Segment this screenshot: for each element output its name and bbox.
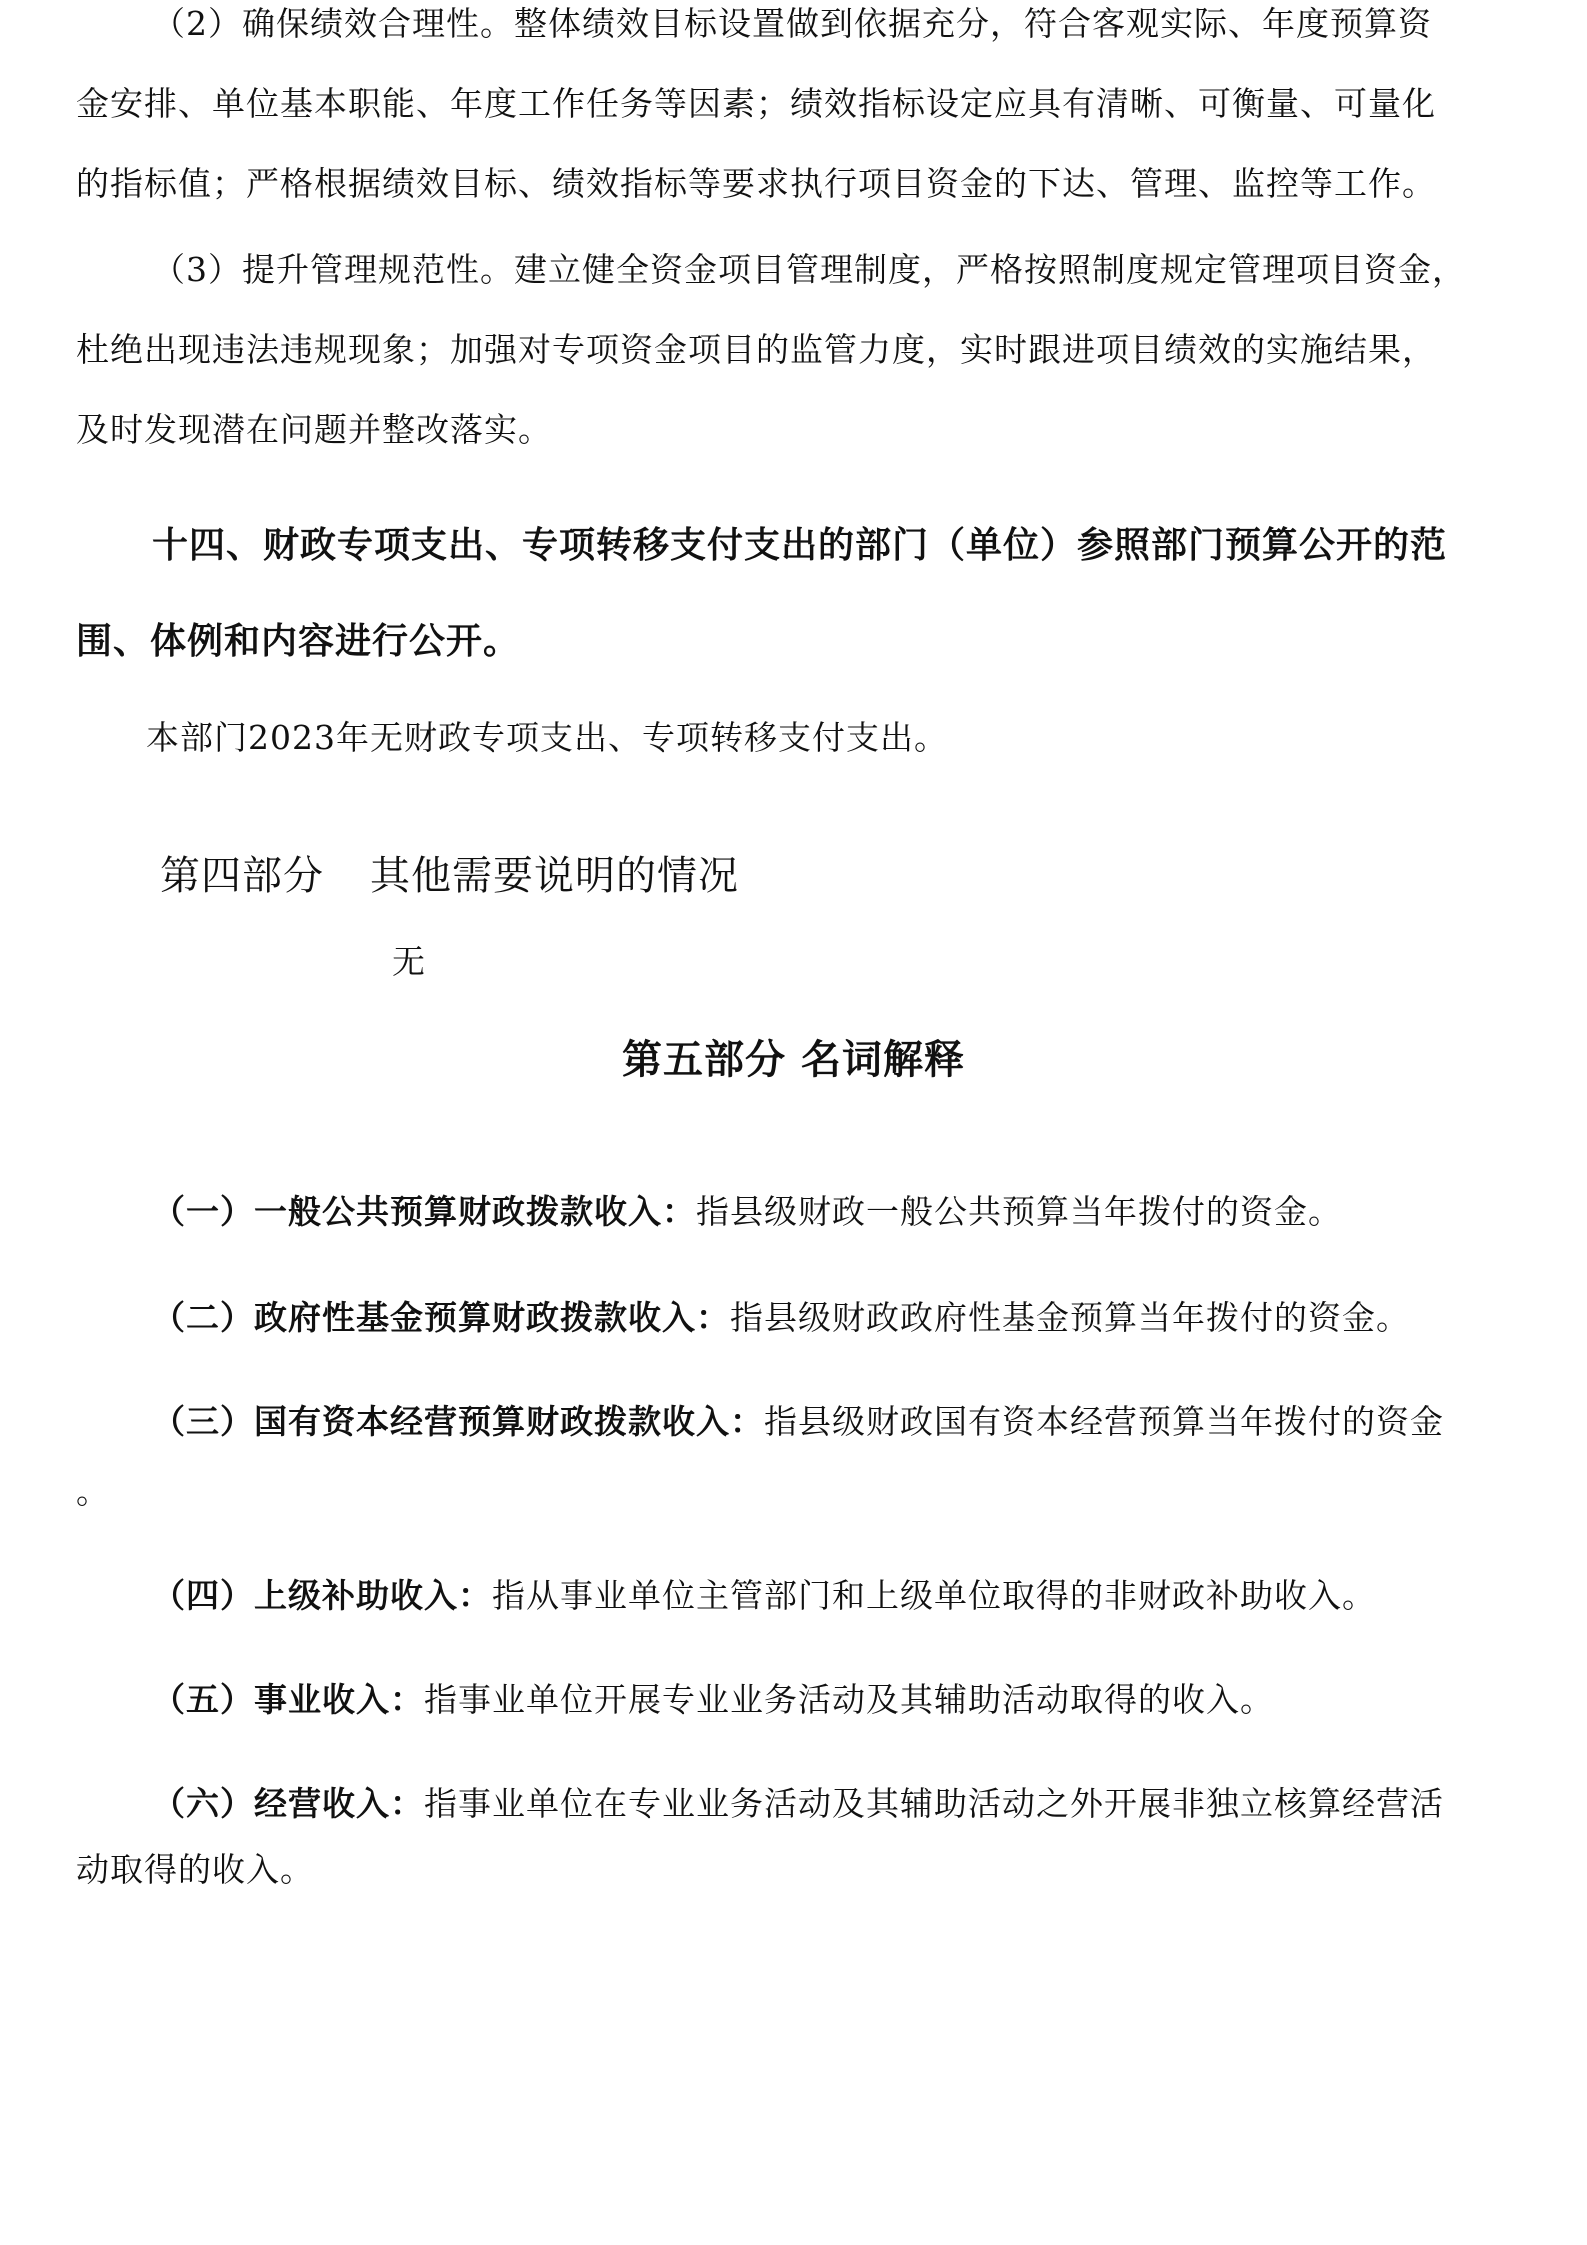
definition-item-1 bbox=[152, 1192, 1342, 1232]
definition-item-6-cont: 动取得的收入。 bbox=[76, 1850, 314, 1889]
definition-term: （二）政府性基金预算财政拨款收入： bbox=[152, 1298, 730, 1337]
definition-item-3-cont: 。 bbox=[76, 1472, 110, 1511]
definition-item-5 bbox=[152, 1680, 1274, 1720]
para-2-line-1: （2）确保绩效合理性。整体绩效目标设置做到依据充分，符合客观实际、年度预算资 bbox=[152, 4, 1432, 43]
definition-text: 指县级财政一般公共预算当年拨付的资金。 bbox=[696, 1192, 1342, 1231]
para-3-line-3: 及时发现潜在问题并整改落实。 bbox=[76, 410, 552, 449]
definition-item-3 bbox=[152, 1402, 1444, 1442]
para-3-line-1: （3）提升管理规范性。建立健全资金项目管理制度，严格按照制度规定管理项目资金， bbox=[152, 250, 1466, 289]
part-4-heading-number: 第四部分 bbox=[160, 853, 324, 899]
section-14-heading-line-2: 围、体例和内容进行公开。 bbox=[76, 621, 521, 662]
definition-text: 指从事业单位主管部门和上级单位取得的非财政补助收入。 bbox=[492, 1576, 1376, 1615]
definition-term: （一）一般公共预算财政拨款收入： bbox=[152, 1192, 696, 1231]
part-5-heading: 第五部分 名词解释 bbox=[622, 1037, 965, 1083]
definition-text: 指事业单位在专业业务活动及其辅助活动之外开展非独立核算经营活 bbox=[424, 1784, 1444, 1823]
definition-term: （五）事业收入： bbox=[152, 1680, 424, 1719]
para-3-line-2: 杜绝出现违法违规现象；加强对专项资金项目的监管力度，实时跟进项目绩效的实施结果， bbox=[76, 330, 1436, 369]
definition-item-2 bbox=[152, 1298, 1410, 1338]
definition-text: 指县级财政政府性基金预算当年拨付的资金。 bbox=[730, 1298, 1410, 1337]
definition-term: （六）经营收入： bbox=[152, 1784, 424, 1823]
definition-item-4 bbox=[152, 1576, 1376, 1616]
para-2-line-3: 的指标值；严格根据绩效目标、绩效指标等要求执行项目资金的下达、管理、监控等工作。 bbox=[76, 164, 1436, 203]
definition-term: （四）上级补助收入： bbox=[152, 1576, 492, 1615]
definition-text: 指县级财政国有资本经营预算当年拨付的资金 bbox=[764, 1402, 1444, 1441]
section-14-body: 本部门2023年无财政专项支出、专项转移支付支出。 bbox=[146, 718, 948, 757]
definition-item-6 bbox=[152, 1784, 1444, 1824]
section-14-heading-line-1: 十四、财政专项支出、专项转移支付支出的部门（单位）参照部门预算公开的范 bbox=[152, 525, 1448, 566]
part-4-heading bbox=[160, 852, 739, 900]
para-2-line-2: 金安排、单位基本职能、年度工作任务等因素；绩效指标设定应具有清晰、可衡量、可量化 bbox=[76, 84, 1436, 123]
definition-text: 指事业单位开展专业业务活动及其辅助活动取得的收入。 bbox=[424, 1680, 1274, 1719]
part-4-body: 无 bbox=[392, 942, 426, 981]
definition-term: （三）国有资本经营预算财政拨款收入： bbox=[152, 1402, 764, 1441]
part-4-heading-title: 其他需要说明的情况 bbox=[370, 853, 739, 899]
